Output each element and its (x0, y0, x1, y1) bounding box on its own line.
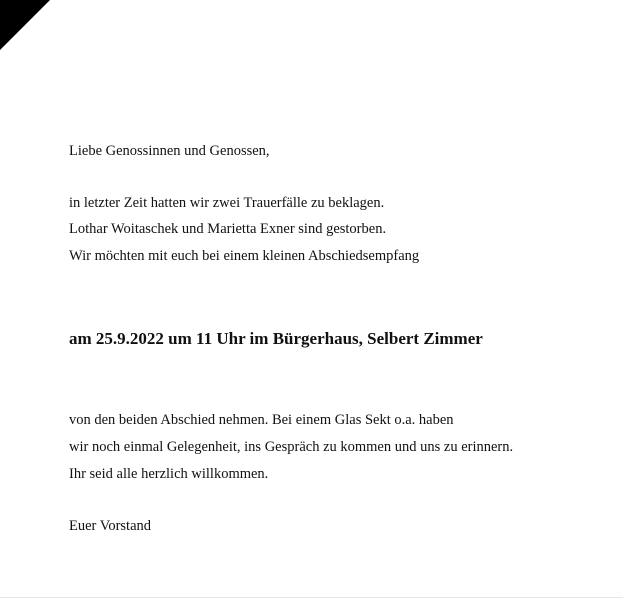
event-date-location: am 25.9.2022 um 11 Uhr im Bürgerhaus, Selbert Zimmer (69, 329, 483, 348)
mourning-band-corner-icon (0, 0, 50, 50)
page-bottom-edge (0, 597, 623, 598)
salutation: Liebe Genossinnen und Genossen, (69, 143, 270, 159)
closing-line-2: wir noch einmal Gelegenheit, ins Gespräch zu kommen und uns zu erinnern. (69, 439, 514, 455)
intro-line-3: Wir möchten mit euch bei einem kleinen Abschiedsempfang (69, 248, 420, 264)
intro-line-1: in letzter Zeit hatten wir zwei Trauerfälle zu beklagen. (69, 195, 385, 211)
signature: Euer Vorstand (69, 518, 152, 534)
closing-line-3: Ihr seid alle herzlich willkommen. (69, 466, 269, 482)
intro-line-2: Lothar Woitaschek und Marietta Exner sind gestorben. (69, 221, 387, 237)
closing-line-1: von den beiden Abschied nehmen. Bei einem Glas Sekt o.a. haben (69, 412, 454, 428)
